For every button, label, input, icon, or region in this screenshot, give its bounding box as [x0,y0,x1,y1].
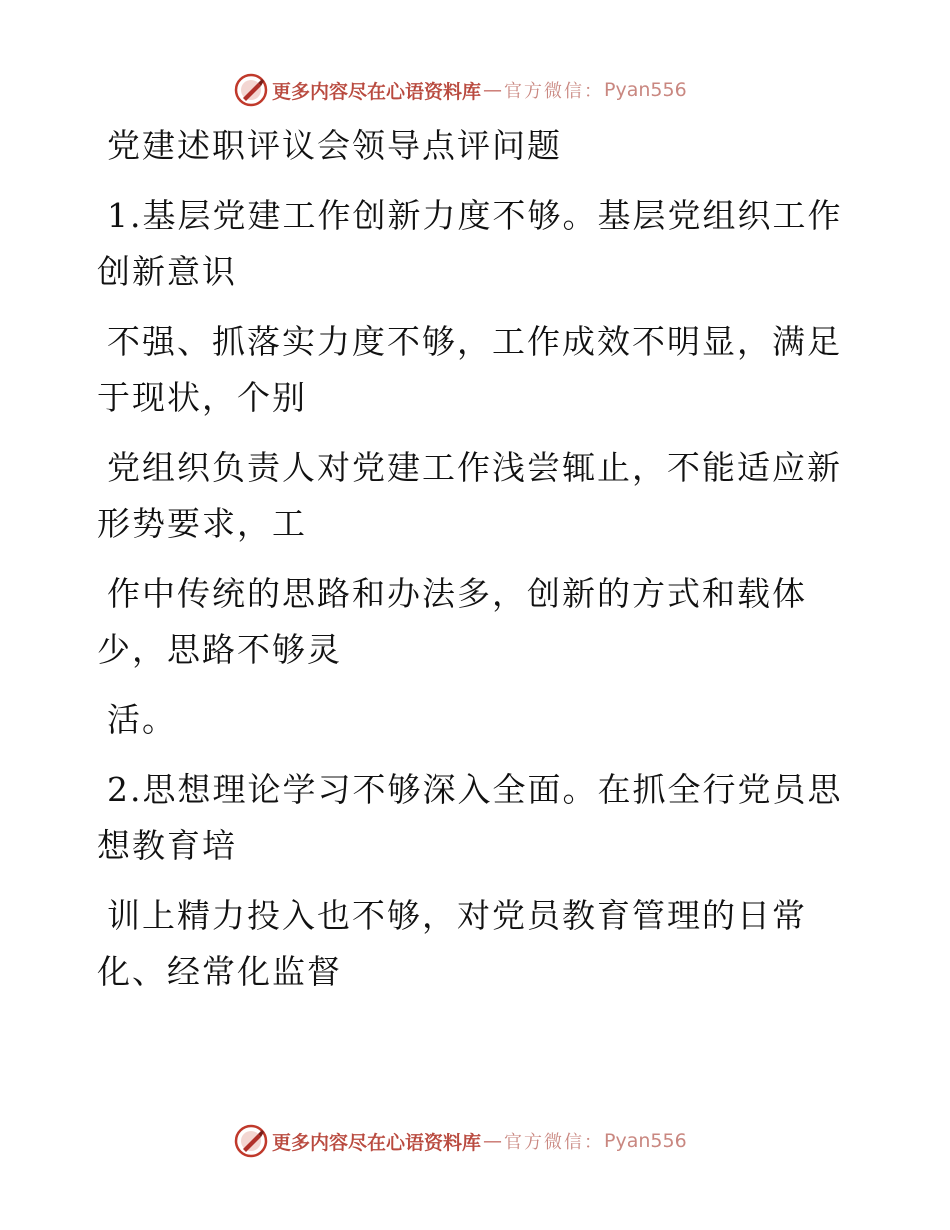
text-line: 党组织负责人对党建工作浅尝辄止，不能适应新 [107,448,842,487]
text-line: 于现状，个别 [97,378,307,417]
text-line: 不强、抓落实力度不够，工作成效不明显，满足 [107,322,842,361]
pen-logo-icon [234,1124,268,1158]
watermark-text: 更多内容尽在心语资料库 [272,1131,482,1154]
wechat-id: Pyan556 [604,79,687,101]
text-line: 化、经常化监督 [97,952,342,991]
wechat-id: Pyan556 [604,1130,687,1152]
pen-logo-icon [234,73,268,107]
text-line: 作中传统的思路和办法多，创新的方式和载体 [107,574,807,613]
watermark-dash: — [483,1130,503,1152]
watermark-banner-top [234,73,687,107]
document-title: 党建述职评议会领导点评问题 [107,126,562,165]
text-line: 活。 [107,700,177,739]
wechat-label: 官方微信： [504,1132,605,1153]
watermark-text: 更多内容尽在心语资料库 [272,80,482,103]
wechat-label: 官方微信： [504,81,605,102]
text-line: 2.思想理论学习不够深入全面。在抓全行党员思 [107,770,843,809]
text-line: 创新意识 [97,252,237,291]
text-line: 训上精力投入也不够，对党员教育管理的日常 [107,896,807,935]
text-line: 1.基层党建工作创新力度不够。基层党组织工作 [107,196,843,235]
text-line: 少，思路不够灵 [97,630,342,669]
watermark-banner-bottom [234,1124,687,1158]
document-body [97,126,843,992]
text-line: 想教育培 [97,826,237,865]
text-line: 形势要求，工 [97,504,307,543]
watermark-dash: — [483,79,503,101]
